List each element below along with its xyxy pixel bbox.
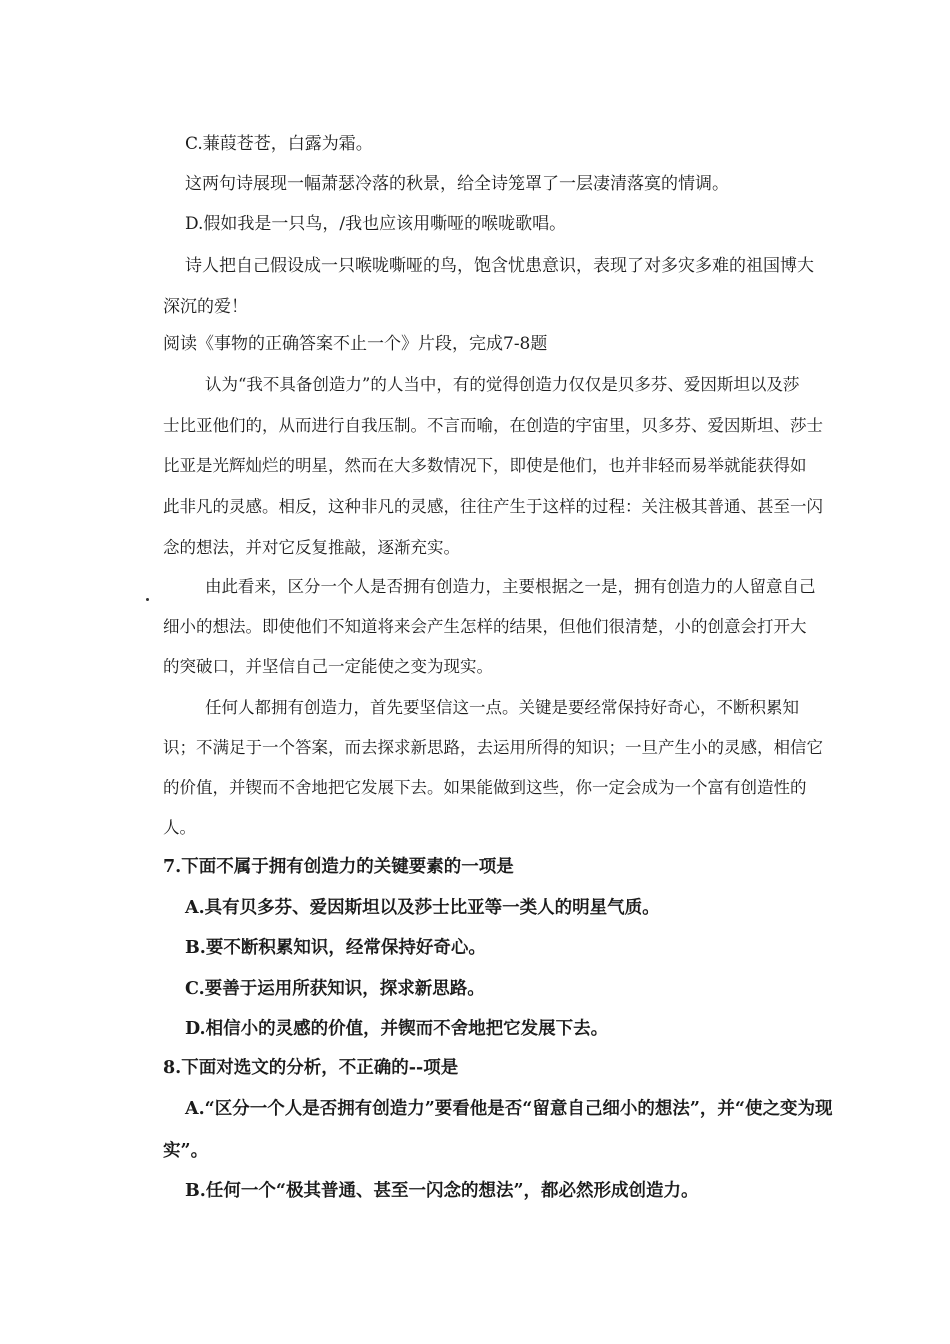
question-7-option-c: C.要善于运用所获知识，探求新思路。 — [185, 979, 485, 999]
option-c-line: C.蒹葭苍苍，白露为霜。 — [185, 134, 373, 154]
option-d-note-line-2: 深沉的爱！ — [163, 297, 248, 317]
question-7-option-d: D.相信小的灵感的价值，并锲而不舍地把它发展下去。 — [185, 1019, 609, 1039]
question-8-option-a-line-1: A.“区分一个人是否拥有创造力”要看他是否“留意自己细小的想法”，并“使之变为现 — [185, 1099, 833, 1119]
question-7-option-a: A.具有贝多芬、爱因斯坦以及莎士比亚等一类人的明星气质。 — [185, 898, 660, 918]
passage-p2-line-2: 细小的想法。即使他们不知道将来会产生怎样的结果，但他们很清楚，小的创意会打开大 — [163, 617, 807, 636]
question-8-option-b: B.任何一个“极其普通、甚至一闪念的想法”，都必然形成创造力。 — [185, 1181, 699, 1201]
passage-p3-line-3: 的价值，并锲而不舍地把它发展下去。如果能做到这些，你一定会成为一个富有创造性的 — [163, 778, 807, 797]
passage-p1-line-1: 认为“我不具备创造力”的人当中，有的觉得创造力仅仅是贝多芬、爱因斯坦以及莎 — [205, 375, 800, 394]
option-c-note: 这两句诗展现一幅萧瑟冷落的秋景，给全诗笼罩了一层凄清落寞的情调。 — [185, 174, 729, 194]
question-7-option-b: B.要不断积累知识，经常保持好奇心。 — [185, 938, 486, 958]
passage-p1-line-3: 比亚是光辉灿烂的明星，然而在大多数情况下，即使是他们，也并非轻而易举就能获得如 — [163, 456, 807, 475]
passage-p1-line-4: 此非凡的灵感。相反，这种非凡的灵感，往往产生于这样的过程：关注极其普通、甚至一闪 — [163, 497, 823, 516]
passage-p3-line-2: 识；不满足于一个答案，而去探求新思路，去运用所得的知识；一旦产生小的灵感，相信它 — [163, 738, 823, 757]
passage-p1-line-5: 念的想法，并对它反复推敲，逐渐充实。 — [163, 538, 460, 557]
question-8-stem: 8.下面对选文的分析，不正确的--项是 — [163, 1058, 459, 1078]
scan-speck — [146, 598, 149, 601]
question-7-stem: 7.下面不属于拥有创造力的关键要素的一项是 — [163, 857, 514, 877]
passage-p2-line-3: 的突破口，并坚信自己一定能使之变为现实。 — [163, 657, 493, 676]
passage-p3-line-1: 任何人都拥有创造力，首先要坚信这一点。关键是要经常保持好奇心，不断积累知 — [205, 698, 799, 717]
passage-p1-line-2: 士比亚他们的，从而进行自我压制。不言而喻，在创造的宇宙里，贝多芬、爱因斯坦、莎士 — [163, 416, 823, 435]
passage-p2-line-1: 由此看来，区分一个人是否拥有创造力，主要根据之一是，拥有创造力的人留意自己 — [205, 577, 816, 596]
question-8-option-a-line-2: 实”。 — [163, 1141, 209, 1161]
option-d-line: D.假如我是一只鸟，/我也应该用嘶哑的喉咙歌唱。 — [185, 214, 567, 234]
option-d-note-line-1: 诗人把自己假设成一只喉咙嘶哑的鸟，饱含忧患意识，表现了对多灾多难的祖国博大 — [185, 256, 814, 276]
passage-p3-line-4: 人。 — [163, 818, 196, 837]
reading-instruction: 阅读《事物的正确答案不止一个》片段，完成7-8题 — [163, 334, 548, 354]
